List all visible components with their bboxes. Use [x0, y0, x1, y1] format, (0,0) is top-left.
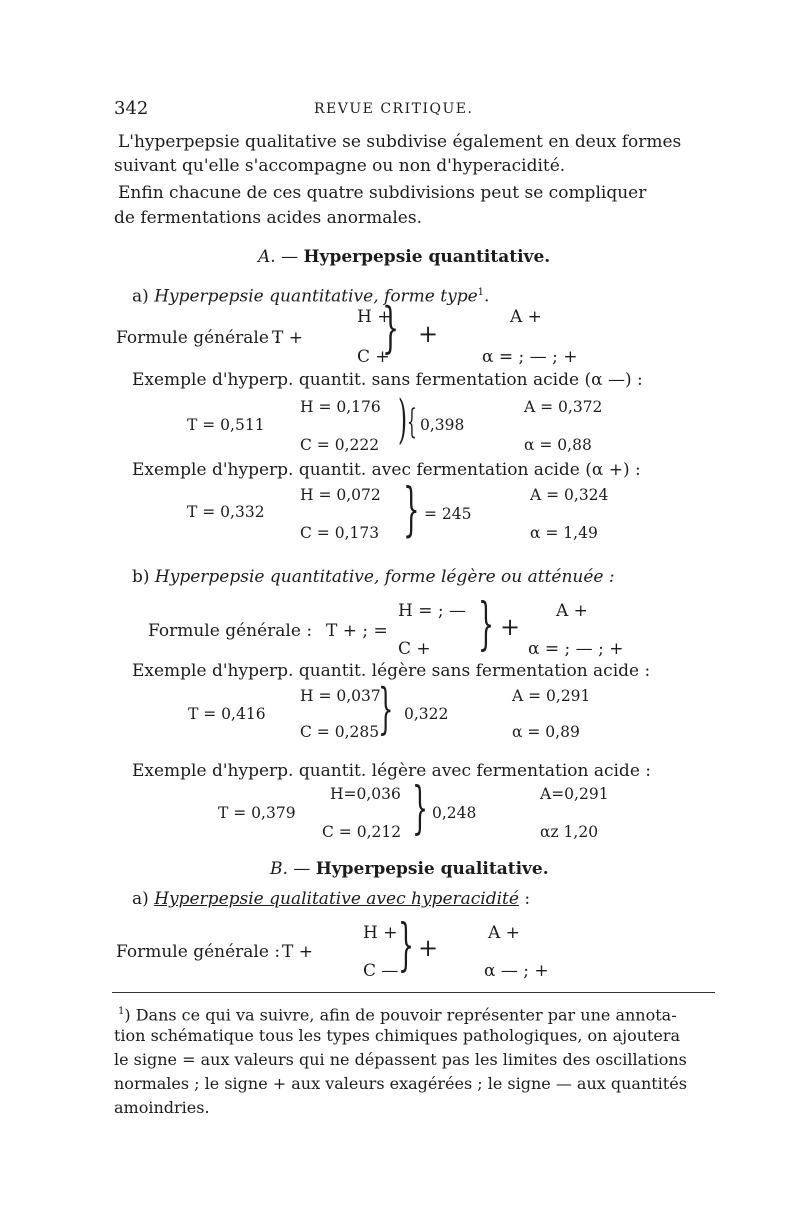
example-1-alpha: α = 0,88	[524, 436, 592, 454]
formula-1-C: C +	[357, 347, 390, 367]
sub-c-end: :	[518, 889, 531, 909]
footnote-ref: 1	[477, 287, 485, 298]
formula-2-A: A +	[556, 601, 588, 621]
formula-1-T: T +	[272, 328, 303, 348]
example-2-mid: = 245	[424, 505, 472, 523]
footnote-rule	[112, 992, 715, 993]
footnote-line-4: normales ; le signe + aux valeurs exagérées ; le signe — aux quantités	[114, 1074, 687, 1093]
sub-a-label: a)	[132, 286, 149, 307]
example-1-mid: 0,398	[420, 416, 465, 434]
formula-3-label: Formule générale :	[116, 942, 281, 962]
sub-c-label: a)	[132, 889, 149, 909]
formula-2-alpha: α = ; — ; +	[528, 639, 624, 659]
formula-1-plus: +	[418, 320, 439, 348]
formula-2-brace: }	[478, 592, 495, 657]
section-b-heading	[270, 858, 549, 880]
formula-3-C: C —	[363, 961, 399, 981]
example-1-brace-left: )	[398, 390, 408, 450]
footnote-line-2: tion schématique tous les types chimiques pathologiques, on ajoutera	[114, 1026, 681, 1045]
section-a-letter: A.	[258, 247, 276, 267]
formula-2-H: H = ; —	[398, 601, 467, 621]
example-4-caption: Exemple d'hyperp. quantit. légère avec fermentation acide :	[132, 761, 652, 781]
example-3-mid: 0,322	[404, 705, 449, 723]
section-a-dash: —	[281, 247, 299, 267]
intro-line-4: de fermentations acides anormales.	[114, 208, 422, 228]
formula-2-label: Formule générale :	[148, 621, 313, 641]
intro-line-2: suivant qu'elle s'accompagne ou non d'hyperacidité.	[114, 156, 566, 176]
example-2-C: C = 0,173	[300, 524, 380, 542]
sub-b-title: Hyperpepsie quantitative, forme légère ou atténuée :	[154, 567, 615, 587]
sub-c-heading	[132, 888, 530, 910]
example-3-alpha: α = 0,89	[512, 723, 580, 741]
example-2-alpha: α = 1,49	[530, 524, 598, 542]
example-2-H: H = 0,072	[300, 486, 381, 504]
formula-2-T: T + ; =	[326, 621, 388, 641]
formula-2-plus: +	[500, 613, 521, 641]
example-1-T: T = 0,511	[187, 416, 265, 434]
example-3-A: A = 0,291	[512, 687, 591, 705]
formula-3-plus: +	[418, 934, 439, 962]
sub-a-title: Hyperpepsie quantitative, forme type	[154, 286, 478, 307]
example-2-A: A = 0,324	[530, 486, 609, 504]
formula-3-H: H +	[363, 923, 398, 943]
formula-3-brace: }	[398, 913, 415, 978]
example-3-C: C = 0,285	[300, 723, 380, 741]
formula-1-A: A +	[510, 307, 542, 327]
sub-a-heading	[132, 282, 489, 308]
example-3-T: T = 0,416	[188, 705, 266, 723]
example-1-brace-mid: {	[407, 402, 417, 442]
formula-3-T: T +	[282, 942, 313, 962]
example-2-caption: Exemple d'hyperp. quantit. avec fermentation acide (α +) :	[132, 460, 641, 480]
footnote-line-1	[118, 1001, 677, 1026]
footnote-mark: 1	[118, 1006, 125, 1017]
formula-1-H: H +	[357, 307, 392, 327]
sub-b-heading	[132, 566, 615, 588]
footnote-line-3: le signe = aux valeurs qui ne dépassent pas les limites des oscillations	[114, 1050, 687, 1069]
example-1-C: C = 0,222	[300, 436, 380, 454]
example-4-mid: 0,248	[432, 804, 477, 822]
formula-3-A: A +	[488, 923, 520, 943]
example-3-brace: }	[378, 677, 394, 740]
footnote-line-5: amoindries.	[114, 1098, 210, 1117]
example-1-caption: Exemple d'hyperp. quantit. sans fermentation acide (α —) :	[132, 370, 643, 390]
sub-b-label: b)	[132, 567, 150, 587]
example-4-A: A=0,291	[540, 785, 609, 803]
sub-c-title: Hyperpepsie qualitative avec hyperacidité	[154, 889, 519, 909]
example-2-T: T = 0,332	[187, 503, 265, 521]
example-4-T: T = 0,379	[218, 804, 296, 822]
example-3-caption: Exemple d'hyperp. quantit. légère sans fermentation acide :	[132, 661, 651, 681]
intro-line-3: Enfin chacune de ces quatre subdivisions peut se compliquer	[118, 183, 647, 203]
example-4-C: C = 0,212	[322, 823, 402, 841]
sub-a-end: .	[484, 286, 490, 307]
intro-line-1: L'hyperpepsie qualitative se subdivise également en deux formes	[118, 132, 682, 152]
section-b-letter: B.	[270, 859, 288, 879]
section-b-dash: —	[293, 859, 311, 879]
example-4-alpha: αz 1,20	[540, 823, 599, 841]
formula-1-alpha: α = ; — ; +	[482, 347, 578, 367]
section-a-heading	[258, 246, 550, 268]
page-number: 342	[114, 98, 149, 119]
example-4-H: H=0,036	[330, 785, 401, 803]
formula-2-C: C +	[398, 639, 431, 659]
running-title: REVUE CRITIQUE.	[314, 101, 474, 117]
example-2-brace: }	[403, 475, 420, 543]
footnote-line-1-text: ) Dans ce qui va suivre, afin de pouvoir représenter par une annota-	[124, 1005, 677, 1025]
section-a-title: Hyperpepsie quantitative.	[303, 247, 551, 267]
section-b-title: Hyperpepsie qualitative.	[315, 859, 549, 879]
formula-1-label: Formule générale :	[116, 328, 281, 348]
example-1-H: H = 0,176	[300, 398, 381, 416]
example-4-brace: }	[412, 776, 429, 841]
formula-3-alpha: α — ; +	[484, 961, 549, 981]
formula-1-brace: }	[382, 296, 400, 359]
example-3-H: H = 0,037	[300, 687, 381, 705]
example-1-A: A = 0,372	[524, 398, 603, 416]
